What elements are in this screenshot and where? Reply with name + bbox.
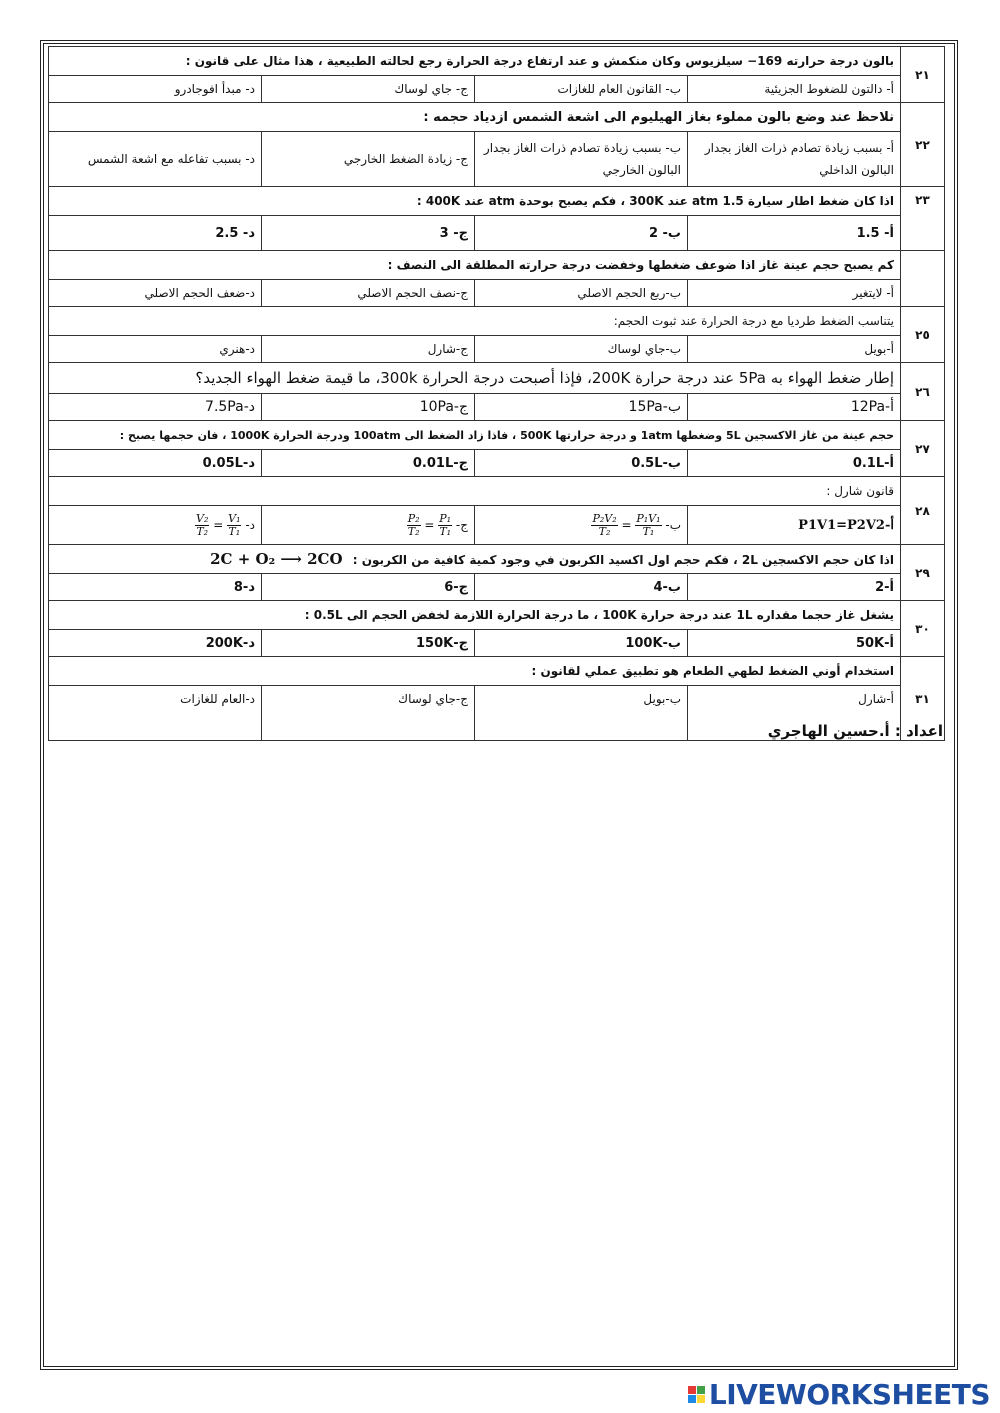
question-number: ٢٢	[901, 103, 945, 187]
question-stem: اذا كان ضغط اطار سيارة 1.5 atm عند 300K ، فكم يصبح بوحدة atm عند 400K :	[49, 187, 901, 216]
fraction: $\frac{\text{V₁}}{\text{T₁}}$	[228, 511, 241, 538]
question-stem: اذا كان حجم الاكسجين 2L ، فكم حجم اول اكسيد الكربون في وجود كمية كافية من الكربون : 2C + O₂ ⟶ 2CO	[49, 545, 901, 574]
option-a[interactable]: أ-بويل	[688, 336, 901, 363]
option-a[interactable]: أ- 1.5	[688, 216, 901, 251]
reaction-equation: 2C + O₂ ⟶ 2CO	[210, 550, 343, 568]
question-stem: حجم عينة من غاز الاكسجين 5L وضغطها 1atm و درجة حرارتها 500K ، فاذا زاد الضغط الى 100atm ودرجة الحرارة 1000K ، فان حجمها يصبح :	[49, 421, 901, 450]
liveworksheets-logo[interactable]	[688, 1378, 990, 1411]
option-a[interactable]: أ- دالتون للضغوط الجزيئية	[688, 76, 901, 103]
question-row-25	[49, 307, 945, 336]
question-number: ٢٨	[901, 477, 945, 545]
fraction: $\frac{\text{P₁V₁}}{\text{T₁}}$	[636, 511, 661, 538]
question-number: ٣٠	[901, 601, 945, 657]
option-d[interactable]: د- 2.5	[49, 216, 262, 251]
question-number: ٢٦	[901, 363, 945, 421]
question-stem: يتناسب الضغط طرديا مع درجة الحرارة عند ثبوت الحجم:	[49, 307, 901, 336]
options-row-23	[49, 216, 945, 251]
options-row-30	[49, 630, 945, 657]
brand-square	[688, 1395, 696, 1403]
fraction: $\frac{\text{V₂}}{\text{T₂}}$	[196, 511, 209, 538]
option-b[interactable]: ب-100K	[475, 630, 688, 657]
option-c[interactable]: ج-جاي لوساك	[262, 686, 475, 741]
question-row-24	[49, 251, 945, 280]
author-credit: اعداد : أ.حسين الهاجري	[767, 722, 943, 740]
options-row-27	[49, 450, 945, 477]
option-d[interactable]: د- بسبب تفاعله مع اشعة الشمس	[49, 132, 262, 187]
option-d[interactable]: د-8	[49, 574, 262, 601]
question-number: ٢٣	[901, 187, 945, 251]
option-b[interactable]: ب- 2	[475, 216, 688, 251]
option-b[interactable]: ب-بويل	[475, 686, 688, 741]
option-d[interactable]: د-العام للغازات	[49, 686, 262, 741]
option-b[interactable]: ب-0.5L	[475, 450, 688, 477]
option-a[interactable]: أ-12Pa	[688, 394, 901, 421]
brand-square	[697, 1395, 705, 1403]
option-a[interactable]: أ-2	[688, 574, 901, 601]
option-b[interactable]: ب- القانون العام للغازات	[475, 76, 688, 103]
options-row-21	[49, 76, 945, 103]
option-c[interactable]: ج-150K	[262, 630, 475, 657]
option-d[interactable]: د-200K	[49, 630, 262, 657]
option-d[interactable]: د-ضعف الحجم الاصلي	[49, 280, 262, 307]
option-c[interactable]: ج-6	[262, 574, 475, 601]
option-a[interactable]: أ-0.1L	[688, 450, 901, 477]
option-a[interactable]: أ-P1V1=P2V2	[688, 506, 901, 545]
option-c[interactable]: ج-نصف الحجم الاصلي	[262, 280, 475, 307]
question-row-23	[49, 187, 945, 216]
option-b[interactable]: ب-جاي لوساك	[475, 336, 688, 363]
brand-square	[688, 1386, 696, 1394]
options-row-24	[49, 280, 945, 307]
option-d[interactable]: د- $\frac{\text{V₁}}{\text{T₁}}$ = $\frac{\text{V₂}}{\text{T₂}}$	[49, 506, 262, 545]
option-d[interactable]: د-0.05L	[49, 450, 262, 477]
option-b[interactable]: ب-15Pa	[475, 394, 688, 421]
question-row-22	[49, 103, 945, 132]
options-row-28	[49, 506, 945, 545]
question-row-27	[49, 421, 945, 450]
option-c[interactable]: ج- 3	[262, 216, 475, 251]
question-number: ٢١	[901, 47, 945, 103]
brand-icon	[688, 1386, 705, 1403]
option-c[interactable]: ج-0.01L	[262, 450, 475, 477]
option-d[interactable]: د-هنري	[49, 336, 262, 363]
option-a[interactable]: أ- لايتغير	[688, 280, 901, 307]
option-a[interactable]: أ-شارل	[688, 686, 901, 741]
brand-name: LIVEWORKSHEETS	[708, 1378, 990, 1411]
question-row-21	[49, 47, 945, 76]
question-table	[48, 46, 945, 741]
question-stem: كم يصبح حجم عينة غاز اذا ضوعف ضغطها وخفضت درجة حرارته المطلقة الى النصف :	[49, 251, 901, 280]
brand-square	[697, 1386, 705, 1394]
option-b[interactable]: ب-ربع الحجم الاصلي	[475, 280, 688, 307]
option-b[interactable]: ب-4	[475, 574, 688, 601]
option-a[interactable]: أ- بسبب زيادة تصادم ذرات الغاز بجدار البالون الداخلي	[688, 132, 901, 187]
question-row-30	[49, 601, 945, 630]
question-stem: قانون شارل :	[49, 477, 901, 506]
option-c[interactable]: ج-شارل	[262, 336, 475, 363]
option-c[interactable]: ج- زيادة الضغط الخارجي	[262, 132, 475, 187]
fraction: $\frac{\text{P₁}}{\text{T₁}}$	[439, 511, 452, 538]
question-number: ٢٧	[901, 421, 945, 477]
question-number: ٣١	[901, 657, 945, 741]
question-row-29	[49, 545, 945, 574]
question-stem: استخدام أوني الضغط لطهي الطعام هو تطبيق عملي لقانون :	[49, 657, 901, 686]
option-d[interactable]: د-7.5Pa	[49, 394, 262, 421]
question-number: ٢٥	[901, 307, 945, 363]
options-row-26	[49, 394, 945, 421]
option-a[interactable]: أ-50K	[688, 630, 901, 657]
option-c[interactable]: ج-10Pa	[262, 394, 475, 421]
question-row-26	[49, 363, 945, 394]
question-number	[901, 251, 945, 307]
question-stem: إطار ضغط الهواء به 5Pa عند درجة حرارة 200K، فإذا أصبحت درجة الحرارة 300k، ما قيمة ضغط الهواء الجديد؟	[49, 363, 901, 394]
options-row-29	[49, 574, 945, 601]
option-d[interactable]: د- مبدأ افوجادرو	[49, 76, 262, 103]
options-row-22	[49, 132, 945, 187]
options-row-25	[49, 336, 945, 363]
fraction: $\frac{\text{P₂}}{\text{T₂}}$	[407, 511, 420, 538]
question-row-31	[49, 657, 945, 686]
option-c[interactable]: ج- $\frac{\text{P₁}}{\text{T₁}}$ = $\frac{\text{P₂}}{\text{T₂}}$	[262, 506, 475, 545]
fraction: $\frac{\text{P₂V₂}}{\text{T₂}}$	[592, 511, 617, 538]
option-b[interactable]: ب- $\frac{\text{P₁V₁}}{\text{T₁}}$ = $\frac{\text{P₂V₂}}{\text{T₂}}$	[475, 506, 688, 545]
question-row-28	[49, 477, 945, 506]
question-stem: نلاحظ عند وضع بالون مملوء بغاز الهيليوم الى اشعة الشمس ازدياد حجمه :	[49, 103, 901, 132]
question-number: ٢٩	[901, 545, 945, 601]
question-stem: بالون درجة حرارته 169− سيلزيوس وكان منكمش و عند ارتفاع درجة الحرارة رجع لحالته الطبيعية ، هذا مثال على قانون :	[49, 47, 901, 76]
option-c[interactable]: ج- جاي لوساك	[262, 76, 475, 103]
option-b[interactable]: ب- بسبب زيادة تصادم ذرات الغاز بجدار البالون الخارجي	[475, 132, 688, 187]
question-stem: يشغل غاز حجما مقداره 1L عند درجة حرارة 100K ، ما درجة الحرارة اللازمة لخفض الحجم الى 0.5L :	[49, 601, 901, 630]
